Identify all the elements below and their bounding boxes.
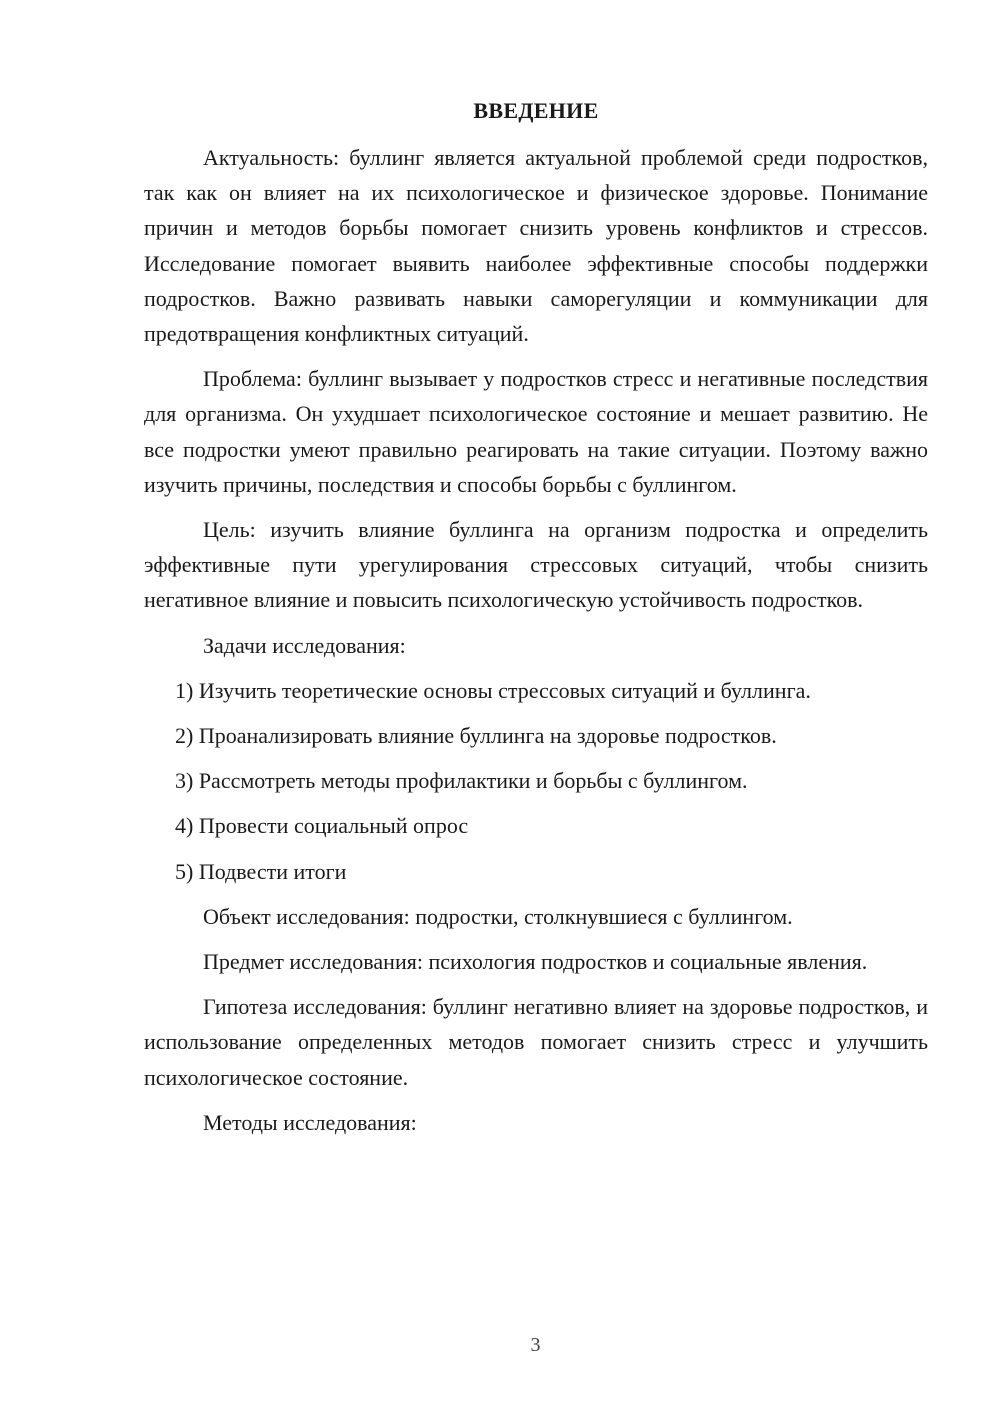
page-content xyxy=(144,94,928,1150)
task-item: 4) Провести социальный опрос xyxy=(175,813,469,839)
paragraph-subject: Предмет исследования: психология подростков и социальные явления. xyxy=(203,949,868,975)
page-number: 3 xyxy=(530,1334,541,1356)
paragraph-relevance: Актуальность: буллинг является актуальной проблемой среди подростков, так как он влияет на их психологическое и физическое здоровье. Понимание причин и методов борьбы помогает снизить уровень конфликтов и стрессов. Исследование помогает выявить наиболее эффективные способы поддержки подростков. Важно развивать навыки саморегуляции и коммуникации для предотвращения конфликтных ситуаций. xyxy=(144,145,928,347)
paragraph-hypothesis: Гипотеза исследования: буллинг негативно влияет на здоровье подростков, и использование определенных методов помогает снизить стресс и улучшить психологическое состояние. xyxy=(144,994,928,1090)
tasks-heading: Задачи исследования: xyxy=(203,632,406,658)
task-item: 5) Подвести итоги xyxy=(175,858,347,884)
tasks-list xyxy=(144,673,928,889)
task-item: 2) Проанализировать влияние буллинга на здоровье подростков. xyxy=(175,723,777,749)
paragraph-goal: Цель: изучить влияние буллинга на организм подростка и определить эффективные пути урегулирования стрессовых ситуаций, чтобы снизить негативное влияние и повысить психологическую устойчивость подростков. xyxy=(144,517,928,613)
task-item: 1) Изучить теоретические основы стрессовых ситуаций и буллинга. xyxy=(175,677,811,703)
paragraph-problem: Проблема: буллинг вызывает у подростков стресс и негативные последствия для организма. Он ухудшает психологическое состояние и мешает развитию. Не все подростки умеют правильно реагировать на такие ситуации. Поэтому важно изучить причины, последствия и способы борьбы с буллингом. xyxy=(144,366,928,497)
section-title: ВВЕДЕНИЕ xyxy=(473,98,599,123)
methods-heading: Методы исследования: xyxy=(203,1109,417,1135)
task-item: 3) Рассмотреть методы профилактики и борьбы с буллингом. xyxy=(175,768,748,794)
paragraph-object: Объект исследования: подростки, столкнувшиеся с буллингом. xyxy=(203,903,793,929)
